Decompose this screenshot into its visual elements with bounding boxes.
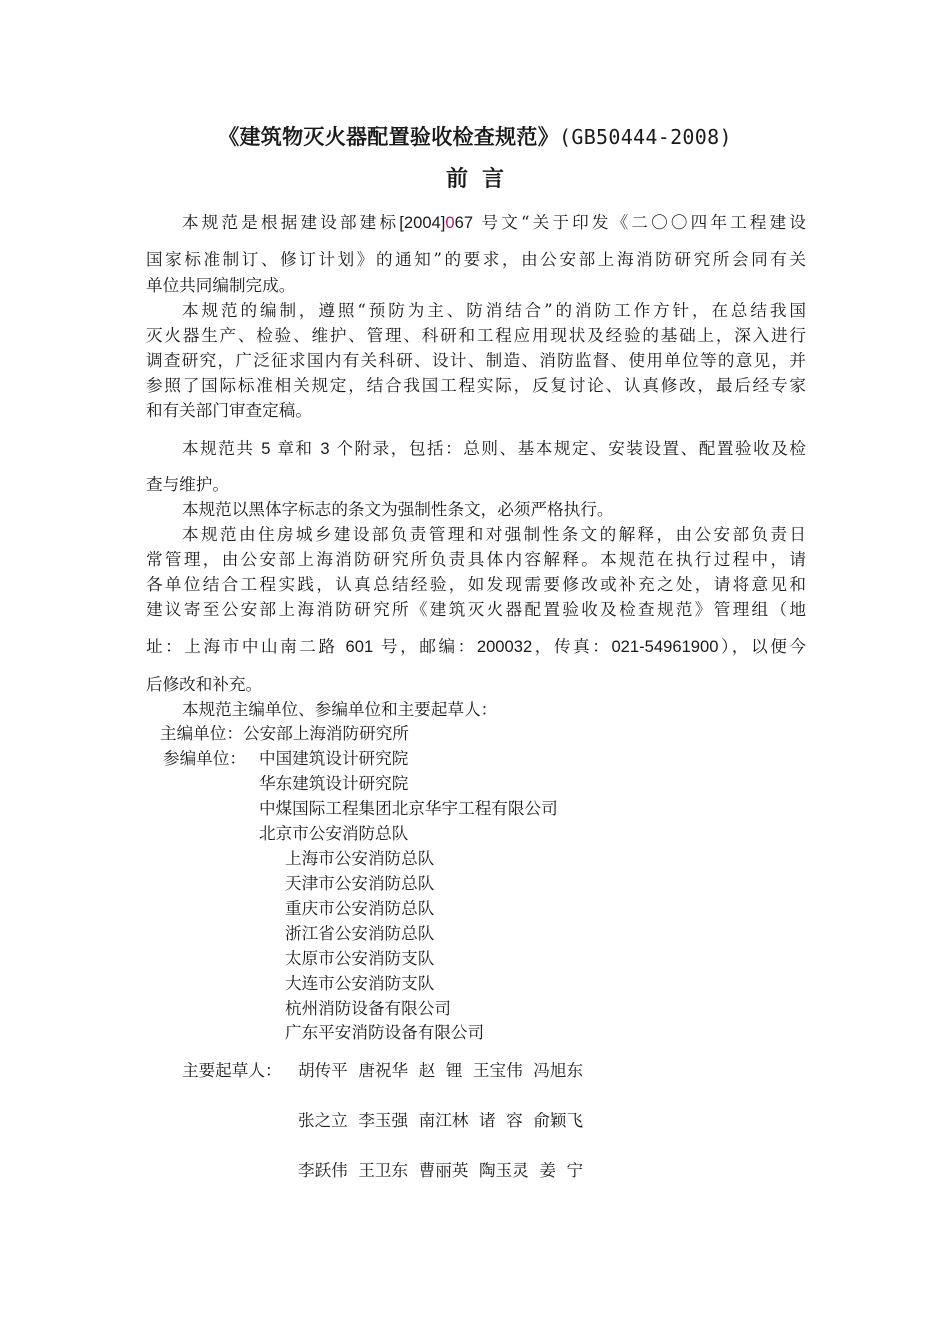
participating-unit: 中煤国际工程集团北京华宇工程有限公司 [259, 799, 558, 818]
drafters-row: 张之立 李玉强 南江林 诸 容 俞颖飞 [298, 1111, 584, 1130]
drafters-row: 李跃伟 王卫东 曹丽英 陶玉灵 姜 宁 [298, 1161, 584, 1180]
para5-line1: 本规范由住房城乡建设部负责管理和对强制性条文的解释，由公安部负责日 [182, 525, 806, 544]
participating-unit: 大连市公安消防支队 [285, 974, 435, 993]
drafters-label: 主要起草人： [182, 1061, 282, 1080]
participating-label: 参编单位： [163, 749, 246, 768]
para1-line3: 单位共同编制完成。 [146, 276, 296, 295]
para2-line1: 本规范的编制，遵照“预防为主、防消结合”的消防工作方针，在总结我国 [182, 301, 806, 320]
para5-line6: 后修改和补充。 [146, 675, 263, 694]
para5-line4: 建议寄至公安部上海消防研究所《建筑灭火器配置验收及检查规范》管理组（地 [146, 600, 806, 619]
section-heading: 前言 [445, 167, 518, 192]
para3-line2: 查与维护。 [146, 475, 229, 494]
chief-unit: 主编单位：公安部上海消防研究所 [160, 724, 409, 743]
participating-unit: 浙江省公安消防总队 [285, 924, 435, 943]
participating-unit: 重庆市公安消防总队 [285, 899, 435, 918]
participating-unit: 天津市公安消防总队 [285, 874, 435, 893]
para5-line3: 各单位结合工程实践，认真总结经验，如发现需要修改或补充之处，请将意见和 [146, 575, 806, 594]
participating-unit: 中国建筑设计研究院 [259, 749, 409, 768]
participating-unit: 上海市公安消防总队 [285, 849, 435, 868]
document-title [0, 121, 950, 151]
drafters-row: 胡传平 唐祝华 赵 锂 王宝伟 冯旭东 [298, 1061, 584, 1080]
participating-unit: 广东平安消防设备有限公司 [285, 1023, 485, 1042]
participating-unit: 杭州消防设备有限公司 [285, 999, 451, 1018]
para5-line2: 常管理，由公安部上海消防研究所负责具体内容解释。本规范在执行过程中，请 [146, 550, 806, 569]
para5-line5: 址：上海市中山南二路 601 号，邮编：200032，传真：021-54961900），以便今 [146, 637, 807, 656]
para2-line4: 参照了国际标准相关规定，结合我国工程实际，反复讨论、认真修改，最后经专家 [146, 376, 806, 395]
para3-line1: 本规范共 5 章和 3 个附录，包括：总则、基本规定、安装设置、配置验收及检 [182, 439, 806, 458]
para6-line1: 本规范主编单位、参编单位和主要起草人： [182, 700, 498, 719]
para4-line1: 本规范以黑体字标志的条文为强制性条文，必须严格执行。 [182, 500, 614, 519]
para1-line2: 国家标准制订、修订计划》的通知”的要求，由公安部上海消防研究所会同有关 [146, 250, 806, 269]
title-code: (GB50444-2008) [559, 125, 732, 149]
para2-line3: 调查研究，广泛征求国内有关科研、设计、制造、消防监督、使用单位等的意见，并 [146, 351, 806, 370]
para2-line5: 和有关部门审查定稿。 [146, 401, 312, 420]
participating-unit: 太原市公安消防支队 [285, 949, 435, 968]
para1-line1: 本规范是根据建设部建标[2004]067 号文“关于印发《二〇〇四年工程建设 [182, 213, 806, 232]
participating-unit: 北京市公安消防总队 [259, 824, 409, 843]
para2-line2: 灭火器生产、检验、维护、管理、科研和工程应用现状及经验的基础上，深入进行 [146, 326, 806, 345]
title-main: 《建筑物灭火器配置验收检查规范》 [218, 125, 560, 149]
participating-unit: 华东建筑设计研究院 [259, 774, 409, 793]
